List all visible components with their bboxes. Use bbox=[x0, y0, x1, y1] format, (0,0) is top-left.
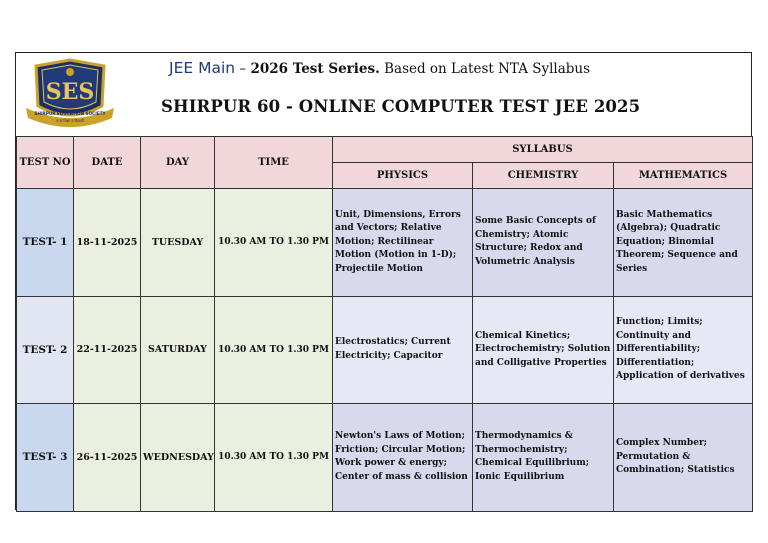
col-physics: PHYSICS bbox=[333, 163, 473, 189]
col-date: DATE bbox=[74, 137, 141, 189]
time-cell: 10.30 AM TO 1.30 PM bbox=[215, 404, 333, 512]
dash: – bbox=[235, 61, 251, 77]
logo-letters: SES bbox=[45, 79, 95, 105]
ses-logo bbox=[24, 58, 116, 130]
test-cell: TEST- 1 bbox=[17, 189, 74, 297]
page-title: SHIRPUR 60 - ONLINE COMPUTER TEST JEE 2025 bbox=[161, 97, 641, 116]
date-cell: 26-11-2025 bbox=[74, 404, 141, 512]
test-cell: TEST- 3 bbox=[17, 404, 74, 512]
mathematics-cell: Complex Number; Permutation & Combination; Statistics bbox=[614, 404, 753, 512]
syllabus-note: Based on Latest NTA Syllabus bbox=[379, 61, 591, 77]
subtitle bbox=[169, 59, 590, 77]
mathematics-cell: Function; Limits; Continuity and Differentiability; Differentiation; Application of derivatives bbox=[614, 296, 753, 404]
col-day: DAY bbox=[141, 137, 215, 189]
col-test-no: TEST NO bbox=[17, 137, 74, 189]
date-cell: 18-11-2025 bbox=[74, 189, 141, 297]
time-cell: 10.30 AM TO 1.30 PM bbox=[215, 296, 333, 404]
date-cell: 22-11-2025 bbox=[74, 296, 141, 404]
brand-text: JEE Main bbox=[169, 59, 236, 77]
test-cell: TEST- 2 bbox=[17, 296, 74, 404]
schedule-sheet bbox=[15, 52, 752, 510]
logo-ring-text: SHIRPUR EDUCATION SOCIETY bbox=[34, 111, 106, 116]
day-cell: TUESDAY bbox=[141, 189, 215, 297]
day-cell: SATURDAY bbox=[141, 296, 215, 404]
table-row bbox=[17, 296, 753, 404]
table-row bbox=[17, 404, 753, 512]
col-mathematics: MATHEMATICS bbox=[614, 163, 753, 189]
col-chemistry: CHEMISTRY bbox=[473, 163, 614, 189]
chemistry-cell: Some Basic Concepts of Chemistry; Atomic Structure; Redox and Volumetric Analysis bbox=[473, 189, 614, 297]
day-cell: WEDNESDAY bbox=[141, 404, 215, 512]
mathematics-cell: Basic Mathematics (Algebra); Quadratic Equation; Binomial Theorem; Sequence and Series bbox=[614, 189, 753, 297]
col-time: TIME bbox=[215, 137, 333, 189]
logo-motto: स स शिक्षा व विद्यार्थी bbox=[56, 119, 84, 123]
physics-cell: Electrostatics; Current Electricity; Capacitor bbox=[333, 296, 473, 404]
chemistry-cell: Thermodynamics & Thermochemistry; Chemical Equilibrium; Ionic Equilibrium bbox=[473, 404, 614, 512]
time-cell: 10.30 AM TO 1.30 PM bbox=[215, 189, 333, 297]
col-syllabus: SYLLABUS bbox=[333, 137, 753, 163]
header bbox=[16, 53, 751, 137]
chemistry-cell: Chemical Kinetics; Electrochemistry; Solution and Colligative Properties bbox=[473, 296, 614, 404]
table-row bbox=[17, 189, 753, 297]
physics-cell: Unit, Dimensions, Errors and Vectors; Relative Motion; Rectilinear Motion (Motion in 1-D); Projectile Motion bbox=[333, 189, 473, 297]
schedule-table bbox=[16, 136, 753, 512]
series-text: 2026 Test Series. bbox=[250, 61, 380, 77]
physics-cell: Newton's Laws of Motion; Friction; Circular Motion; Work power & energy; Center of mass & collision bbox=[333, 404, 473, 512]
